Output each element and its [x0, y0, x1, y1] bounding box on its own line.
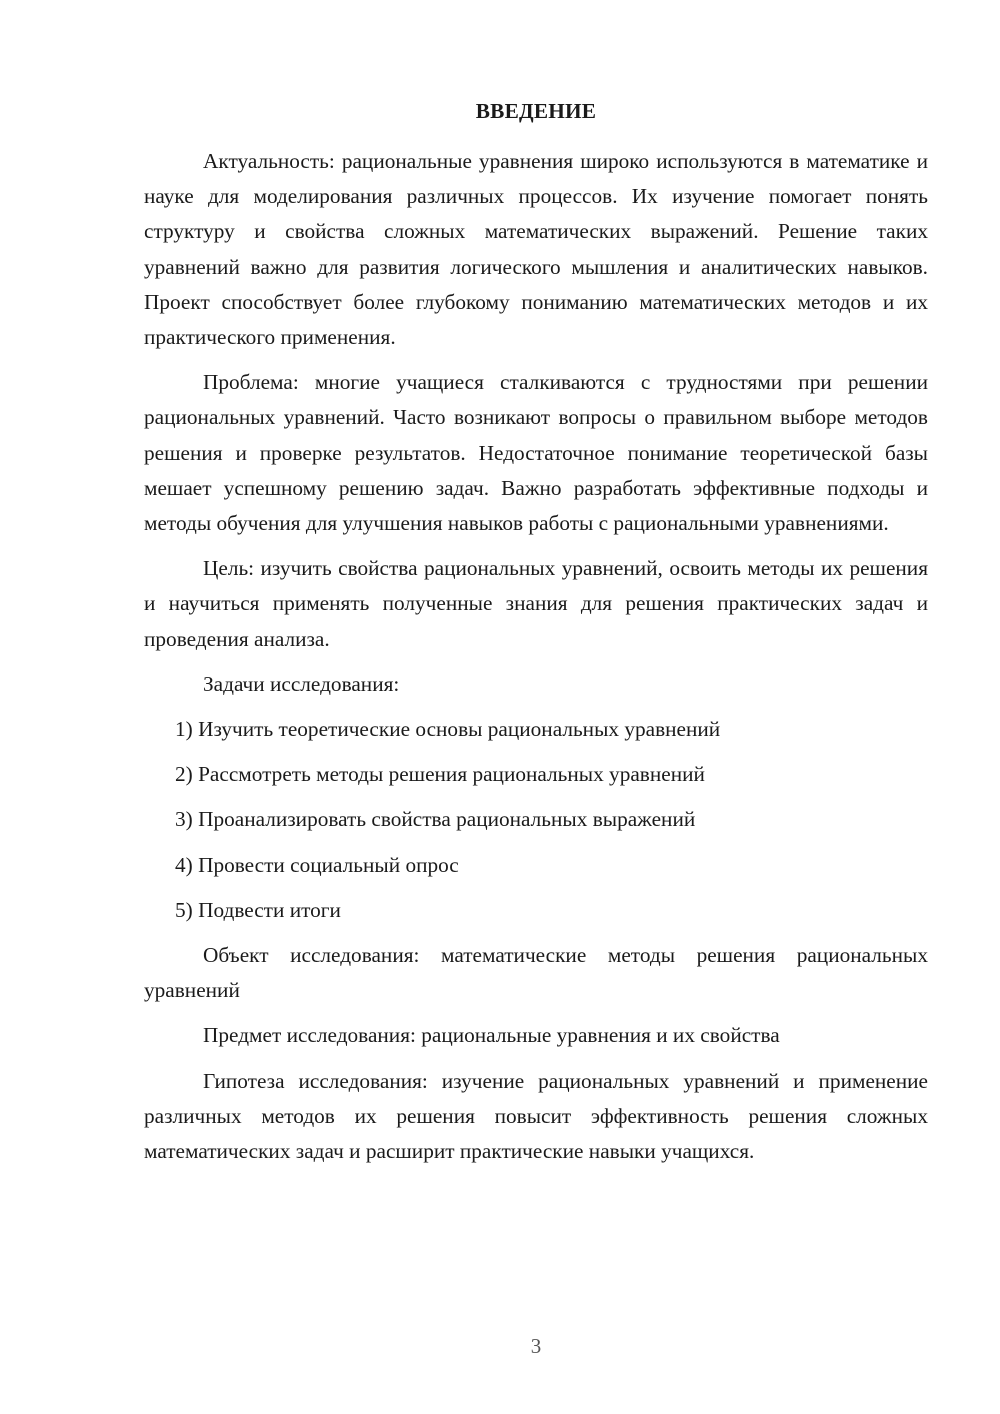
tasks-title: Задачи исследования:: [203, 671, 400, 696]
object-paragraph: Объект исследования: математические методы решения рациональных уравнений: [144, 943, 928, 1003]
task-item: 4) Провести социальный опрос: [175, 852, 459, 877]
goal-paragraph: Цель: изучить свойства рациональных уравнений, освоить методы их решения и научиться применять полученные знания для решения практических задач и проведения анализа.: [144, 556, 928, 651]
task-item: 3) Проанализировать свойства рациональных выражений: [175, 807, 696, 832]
page-number: 3: [530, 1334, 542, 1358]
page-content: [144, 96, 928, 1179]
hypothesis-paragraph: Гипотеза исследования: изучение рациональных уравнений и применение различных методов их решения повысит эффективность решения сложных математических задач и расширит практические навыки учащихся.: [144, 1068, 928, 1164]
problem-paragraph: Проблема: многие учащиеся сталкиваются с трудностями при решении рациональных уравнений. Часто возникают вопросы о правильном выборе методов решения и проверке результатов. Недостаточное понимание теоретической базы мешает успешному решению задач. Важно разработать эффективные подходы и методы обучения для улучшения навыков работы с рациональными уравнениями.: [144, 370, 928, 536]
section-heading: ВВЕДЕНИЕ: [475, 99, 597, 123]
subject-paragraph: Предмет исследования: рациональные уравнения и их свойства: [203, 1023, 780, 1048]
relevance-paragraph: Актуальность: рациональные уравнения широко используются в математике и науке для моделирования различных процессов. Их изучение помогает понять структуру и свойства сложных математических выражений. Решение таких уравнений важно для развития логического мышления и аналитических навыков. Проект способствует более глубокому пониманию математических методов и их практического применения.: [144, 149, 928, 350]
task-item: 5) Подвести итоги: [175, 897, 341, 922]
task-item: 2) Рассмотреть методы решения рациональных уравнений: [175, 762, 705, 787]
task-item: 1) Изучить теоретические основы рациональных уравнений: [175, 717, 721, 742]
tasks-list: [144, 712, 928, 928]
